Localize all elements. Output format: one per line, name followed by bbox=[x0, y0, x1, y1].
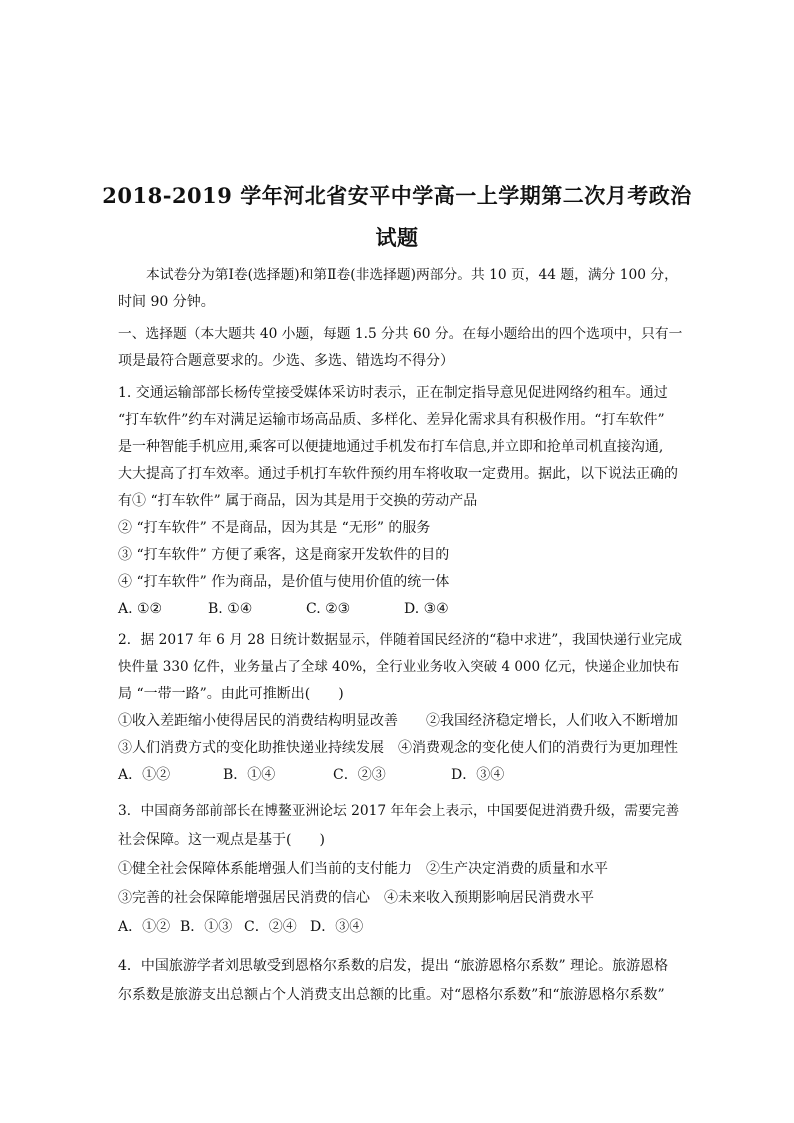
question-statement: ①收入差距缩小使得居民的消费结构明显改善 ②我国经济稳定增长，人们收入不断增加 bbox=[118, 713, 678, 729]
section-heading-line: 项是最符合题意要求的。少选、多选、错选均不得分） bbox=[118, 352, 454, 369]
option-b: B．①④ bbox=[223, 767, 276, 783]
question-text-line: 社会保障。这一观点是基于( ) bbox=[118, 832, 325, 848]
option-c: C．②④ bbox=[244, 919, 297, 935]
answer-options bbox=[118, 913, 683, 942]
option-a: A. ①② bbox=[118, 601, 163, 617]
option-c: C. ②③ bbox=[306, 601, 351, 617]
option-c: C．②③ bbox=[333, 767, 386, 783]
page-title-continued: 试题 bbox=[375, 225, 419, 250]
answer-options bbox=[118, 596, 683, 623]
question-text-line: 3．中国商务部前部长在博鳌亚洲论坛 2017 年年会上表示，中国要促进消费升级，需要完善 bbox=[118, 803, 680, 819]
question-statement: ③完善的社会保障能增强居民消费的信心 ④未来收入预期影响居民消费水平 bbox=[118, 890, 594, 906]
question-statement: 有① “打车软件” 属于商品，因为其是用于交换的劳动产品 bbox=[118, 493, 478, 509]
exam-instructions bbox=[118, 262, 683, 315]
question-text-line: 1. 交通运输部部长杨传堂接受媒体采访时表示，正在制定指导意见促进网络约租车。通过 bbox=[118, 385, 668, 401]
option-b: B．①③ bbox=[180, 919, 233, 935]
option-a: A．①② bbox=[118, 919, 171, 935]
question-text-line: 尔系数是旅游支出总额占个人消费支出总额的比重。对“恩格尔系数”和“旅游恩格尔系数” bbox=[118, 987, 665, 1003]
question-text-line: 快件量 330 亿件，业务量占了全球 40%，全行业业务收入突破 4 000 亿元，快递企业加快布 bbox=[118, 659, 680, 675]
question-text-line: 局 “一带一路”。由此可推断出( ) bbox=[118, 686, 344, 702]
option-d: D. ③④ bbox=[404, 601, 449, 617]
option-b: B. ①④ bbox=[208, 601, 253, 617]
question-text-line: 2．据 2017 年 6 月 28 日统计数据显示，伴随着国民经济的“稳中求进”，我国快递行业完成 bbox=[118, 632, 683, 648]
page-title: 2018-2019 学年河北省安平中学高一上学期第二次月考政治 bbox=[102, 183, 692, 208]
question-1 bbox=[118, 380, 683, 623]
question-text-line: “打车软件”约车对满足运输市场高品质、多样化、差异化需求具有积极作用。“打车软件” bbox=[118, 412, 665, 428]
option-d: D．③④ bbox=[451, 767, 505, 783]
answer-options bbox=[118, 762, 683, 789]
instructions-line: 时间 90 分钟。 bbox=[118, 293, 215, 310]
question-3 bbox=[118, 797, 683, 942]
question-2 bbox=[118, 627, 683, 789]
question-4 bbox=[118, 952, 683, 1010]
question-statement: ③ “打车软件” 方便了乘客，这是商家开发软件的目的 bbox=[118, 547, 450, 563]
option-d: D．③④ bbox=[310, 919, 364, 935]
question-statement: ①健全社会保障体系能增强人们当前的支付能力 ②生产决定消费的质量和水平 bbox=[118, 861, 608, 877]
question-statement: ④ “打车软件” 作为商品，是价值与使用价值的统一体 bbox=[118, 574, 450, 590]
question-text-line: 大大提高了打车效率。通过手机打车软件预约用车将收取一定费用。据此，以下说法正确的 bbox=[118, 466, 678, 482]
section-heading-line: 一、选择题（本大题共 40 小题，每题 1.5 分共 60 分。在每小题给出的四个选项中，只有一 bbox=[118, 326, 683, 342]
question-statement: ② “打车软件” 不是商品，因为其是 “无形” 的服务 bbox=[118, 520, 431, 536]
section-heading bbox=[118, 321, 683, 374]
option-a: A．①② bbox=[118, 767, 171, 783]
question-statement: ③人们消费方式的变化助推快递业持续发展 ④消费观念的变化使人们的消费行为更加理性 bbox=[118, 740, 678, 756]
question-text-line: 是一种智能手机应用,乘客可以便捷地通过手机发布打车信息,并立即和抢单司机直接沟通, bbox=[118, 439, 664, 455]
question-text-line: 4．中国旅游学者刘思敏受到恩格尔系数的启发，提出 “旅游恩格尔系数” 理论。旅游恩格 bbox=[118, 958, 669, 974]
instructions-line: 本试卷分为第Ⅰ卷(选择题)和第Ⅱ卷(非选择题)两部分。共 10 页，44 题，满分 100 分， bbox=[146, 267, 678, 283]
